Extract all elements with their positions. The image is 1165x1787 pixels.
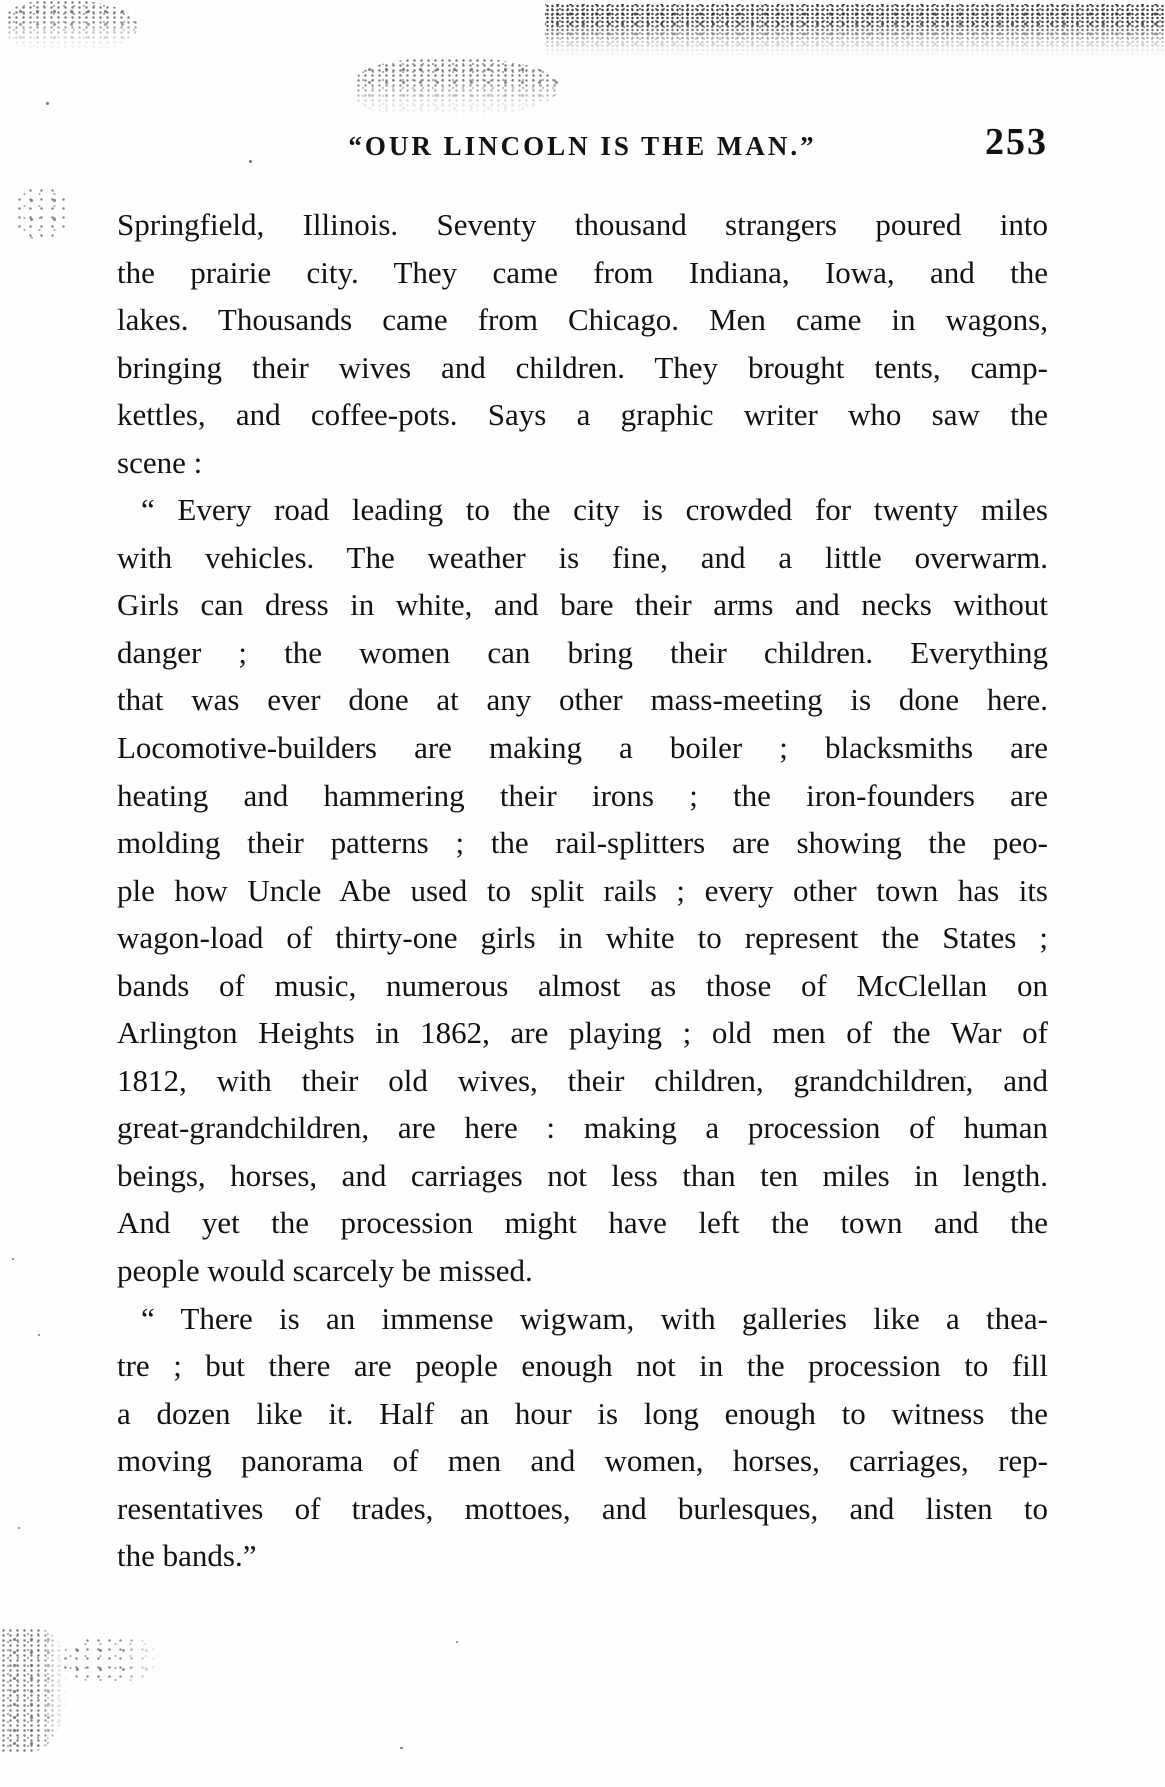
text-line: Girls can dress in white, and bare their arms and necks without xyxy=(117,587,1048,623)
text-line: bands of music, numerous almost as those of McClellan on xyxy=(117,967,1048,1003)
scan-smudge-left-margin xyxy=(14,186,69,240)
text-line: the bands.” xyxy=(117,1538,257,1574)
paragraph xyxy=(117,1295,1048,1580)
text-line: tre ; but there are people enough not in the procession to fill xyxy=(117,1348,1048,1384)
text-line: with vehicles. The weather is fine, and a little overwarm. xyxy=(117,539,1048,575)
scan-dot xyxy=(400,1747,403,1749)
text-line: kettles, and coffee-pots. Says a graphic writer who saw the xyxy=(117,397,1048,433)
text-line: 1812, with their old wives, their children, grandchildren, and xyxy=(117,1062,1048,1098)
text-line: that was ever done at any other mass-meeting is done here. xyxy=(117,682,1048,718)
scan-dot xyxy=(38,1334,40,1336)
page-body xyxy=(117,201,1048,1580)
text-line: the prairie city. They came from Indiana, Iowa, and the xyxy=(117,254,1048,290)
scan-dot xyxy=(456,1641,458,1643)
text-line: lakes. Thousands came from Chicago. Men came in wagons, xyxy=(117,302,1048,338)
scan-dot xyxy=(18,1527,20,1529)
text-line: people would scarcely be missed. xyxy=(117,1253,533,1289)
scan-smudge-bottom-left xyxy=(0,1628,68,1752)
text-line: bringing their wives and children. They brought tents, camp- xyxy=(117,349,1048,385)
text-line: wagon-load of thirty-one girls in white to represent the States ; xyxy=(117,920,1048,956)
text-line: “ Every road leading to the city is crowded for twenty miles xyxy=(141,492,1048,528)
text-line: a dozen like it. Half an hour is long enough to witness the xyxy=(117,1395,1048,1431)
text-line: beings, horses, and carriages not less than ten miles in length. xyxy=(117,1157,1048,1193)
scan-dot xyxy=(12,1258,14,1260)
text-line: Springfield, Illinois. Seventy thousand strangers poured into xyxy=(117,207,1048,242)
text-line: ple how Uncle Abe used to split rails ; every other town has its xyxy=(117,872,1048,908)
text-line: And yet the procession might have left the town and the xyxy=(117,1205,1048,1241)
page-number: 253 xyxy=(985,121,1048,163)
text-line: moving panorama of men and women, horses, carriages, rep- xyxy=(117,1443,1048,1479)
scan-smudge-bottom-left-tail xyxy=(60,1636,165,1684)
text-line: resentatives of trades, mottoes, and burlesques, and listen to xyxy=(117,1490,1048,1526)
text-line: “ There is an immense wigwam, with galleries like a thea- xyxy=(141,1300,1048,1336)
running-header: “OUR LINCOLN IS THE MAN.” xyxy=(348,131,817,161)
scan-smudge-center-top xyxy=(355,58,560,118)
text-line: molding their patterns ; the rail-splitters are showing the peo- xyxy=(117,825,1048,861)
text-line: heating and hammering their irons ; the iron-founders are xyxy=(117,777,1048,813)
text-line: danger ; the women can bring their children. Everything xyxy=(117,634,1048,670)
scan-dot xyxy=(46,102,49,105)
paragraph xyxy=(117,201,1048,486)
scan-smudge-top-left xyxy=(6,0,138,52)
text-line: great-grandchildren, are here : making a procession of human xyxy=(117,1110,1048,1146)
text-line: Locomotive-builders are making a boiler ; blacksmiths are xyxy=(117,730,1048,766)
paragraph xyxy=(117,486,1048,1294)
scan-smudge-top-right xyxy=(545,4,1165,56)
text-line: Arlington Heights in 1862, are playing ; old men of the War of xyxy=(117,1015,1048,1051)
text-line: scene : xyxy=(117,444,203,480)
